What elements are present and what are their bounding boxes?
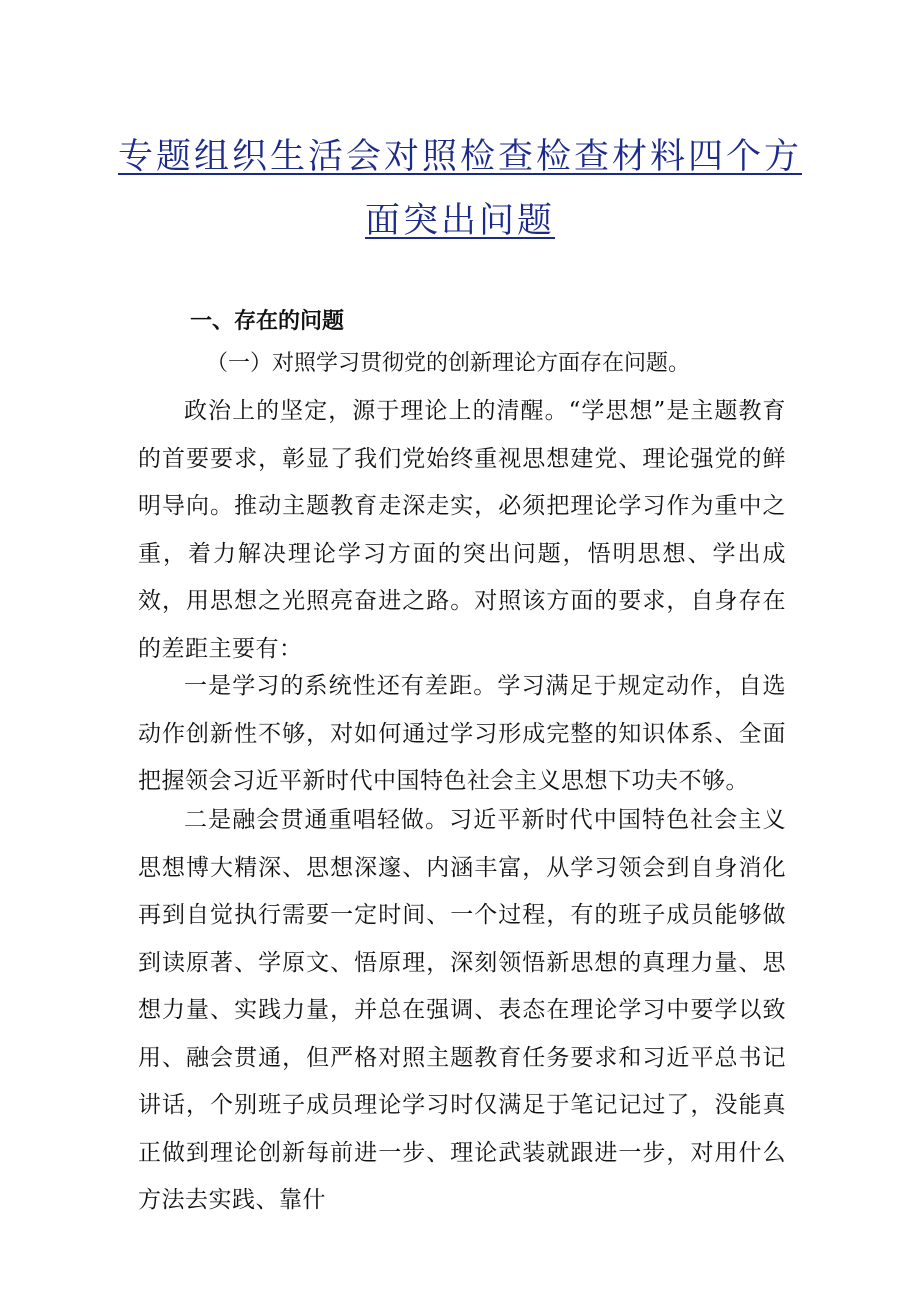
sub-heading: （一）对照学习贯彻党的创新理论方面存在问题。 <box>206 351 691 376</box>
paragraph-point-two: 二是融会贯通重唱轻做。习近平新时代中国特色社会主义思想博大精深、思想深邃、内涵丰富，从学习领会到自身消化再到自觉执行需要一定时间、一个过程，有的班子成员能够做到读原著、学原文、悟原理，深刻领悟新思想的真理力量、思想力量、实践力量，并总在强调、表态在理论学习中要学以致用、融会贯通，但严格对照主题教育任务要求和习近平总书记讲话，个别班子成员理论学习时仅满足于笔记记过了，没能真正做到理论创新每前进一步、理论武装就跟进一步，对用什么方法去实践、靠什 <box>138 807 786 1213</box>
title-text-1: 专题组织生活会对照检查检查材料四个方 <box>117 137 802 177</box>
document-title-line-1 <box>0 137 920 177</box>
document-title-line-2 <box>0 201 920 241</box>
paragraph-point-one: 一是学习的系统性还有差距。学习满足于规定动作，自选动作创新性不够，对如何通过学习形成完整的知识体系、全面把握领会习近平新时代中国特色社会主义思想下功夫不够。 <box>138 673 786 794</box>
title-text-2: 面突出问题 <box>364 201 555 241</box>
section-heading: 一、存在的问题 <box>190 309 345 334</box>
paragraph-intro: 政治上的坚定，源于理论上的清醒。“学思想”是主题教育的首要要求，彰显了我们党始终重视思想建党、理论强党的鲜明导向。推动主题教育走深走实，必须把理论学习作为重中之重，着力解决理论学习方面的突出问题，悟明思想、学出成效，用思想之光照亮奋进之路。对照该方面的要求，自身存在的差距主要有： <box>138 398 786 662</box>
